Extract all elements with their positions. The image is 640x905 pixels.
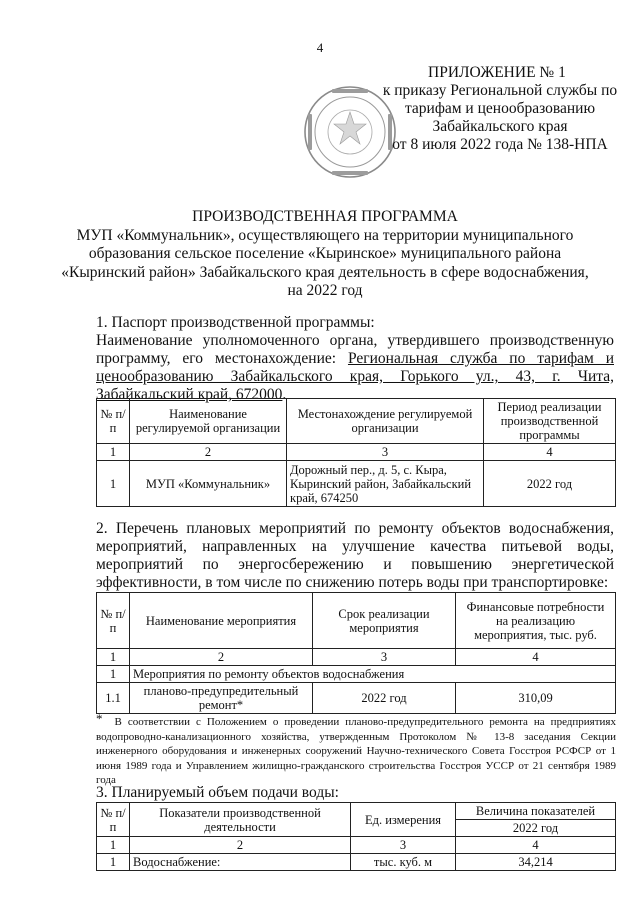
appendix-line: к приказу Региональной службы по	[382, 82, 618, 99]
section1-heading: 1. Паспорт производственной программы:	[96, 314, 375, 331]
table-header: Наименование мероприятия	[130, 593, 313, 649]
heading-line: МУП «Коммунальник», осуществляющего на территории муниципального	[76, 226, 574, 244]
table-cell: 1	[97, 837, 130, 854]
footnote-text: В соответствии с Положением о проведении планово-предупредительного ремонта на предприятиях водопроводно-канализационного хозяйства, утвержденным Протоколом № 13-8 заседания Секции инженерного оборудования и инженерных сооружений Научно-технического Совета Госстроя РСФСР от 1 июня 1989 года и Управлением жилищно-гражданского строительства Госстроя УССР от 21 сентября 1989 года	[96, 716, 616, 786]
table-header: 2022 год	[456, 820, 616, 837]
table-cell: 2	[130, 837, 351, 854]
table-cell: 1	[97, 649, 130, 666]
table-cell: 2022 год	[484, 461, 616, 507]
appendix-title: ПРИЛОЖЕНИЕ № 1	[428, 64, 566, 81]
table-header: Финансовые потребности на реализацию мероприятия, тыс. руб.	[456, 593, 616, 649]
table-header: Срок реализации мероприятия	[313, 593, 456, 649]
heading-line: образования сельское поселение «Кыринское» муниципального района	[88, 245, 562, 262]
page-number: 4	[316, 40, 324, 55]
heading-line: «Кыринский район» Забайкальского края деятельность в сфере водоснабжения,	[61, 263, 589, 281]
table-cell: МУП «Коммунальник»	[130, 461, 287, 507]
table-header: № п/п	[97, 399, 130, 444]
footnote	[96, 711, 616, 788]
heading-line: на 2022 год	[287, 282, 363, 299]
table-cell: 3	[351, 837, 456, 854]
table-cell: 1.1	[97, 683, 130, 714]
table-header: Показатели производственной деятельности	[130, 803, 351, 837]
table-cell: 310,09	[456, 683, 616, 714]
table-cell: Дорожный пер., д. 5, с. Кыра, Кыринский район, Забайкальский край, 674250	[287, 461, 484, 507]
table-cell: 1	[97, 461, 130, 507]
table-header: Величина показателей	[456, 803, 616, 820]
document-heading	[40, 208, 610, 301]
footnote-mark: *	[96, 711, 103, 726]
section2-heading: 2. Перечень плановых мероприятий по ремонту объектов водоснабжения, мероприятий, направленных на улучшение качества питьевой воды, мероприятий по энергосбережению и повышению энергетической эффективности, в том числе по снижению потерь воды при транспортировке:	[96, 520, 614, 591]
table-header: № п/п	[97, 593, 130, 649]
table-cell: 4	[484, 444, 616, 461]
table-cell: 2	[130, 444, 287, 461]
section1-text	[96, 332, 614, 404]
section3-heading: 3. Планируемый объем подачи воды:	[96, 784, 339, 801]
appendix-line: Забайкальского края	[432, 118, 568, 135]
section1-authority: Региональная служба по тарифам и ценообразованию Забайкальского края, Горького ул., 43, г. Чита, Забайкальский край, 672000	[96, 350, 614, 403]
measures-table	[96, 592, 616, 714]
table-header: Наименование регулируемой организации	[130, 399, 287, 444]
table-header: Период реализации производственной программы	[484, 399, 616, 444]
table-header: Местонахождение регулируемой организации	[287, 399, 484, 444]
table-cell: 3	[313, 649, 456, 666]
heading-title: ПРОИЗВОДСТВЕННАЯ ПРОГРАММА	[192, 208, 458, 225]
table-group-row: Мероприятия по ремонту объектов водоснабжения	[130, 666, 616, 683]
appendix-block	[380, 64, 620, 154]
table-cell: 2	[130, 649, 313, 666]
table-cell: планово-предупредительный ремонт*	[130, 683, 313, 714]
section1-text-c: .	[282, 386, 287, 403]
table-cell: 1	[97, 854, 130, 871]
appendix-line: тарифам и ценообразованию	[404, 100, 596, 117]
volume-table	[96, 802, 616, 871]
appendix-line: от 8 июля 2022 года № 138-НПА	[392, 136, 608, 153]
table-header: № п/п	[97, 803, 130, 837]
table-cell: 3	[287, 444, 484, 461]
table-cell: Водоснабжение:	[130, 854, 351, 871]
table-cell: 4	[456, 649, 616, 666]
section1-text-a: Наименование уполномоченного органа, утвердившего производственную программу, его местонахождение:	[96, 332, 614, 367]
passport-table	[96, 398, 616, 507]
table-cell: 2022 год	[313, 683, 456, 714]
table-cell: 1	[97, 666, 130, 683]
table-cell: 4	[456, 837, 616, 854]
table-cell: тыс. куб. м	[351, 854, 456, 871]
table-cell: 34,214	[456, 854, 616, 871]
table-header: Ед. измерения	[351, 803, 456, 837]
table-cell: 1	[97, 444, 130, 461]
